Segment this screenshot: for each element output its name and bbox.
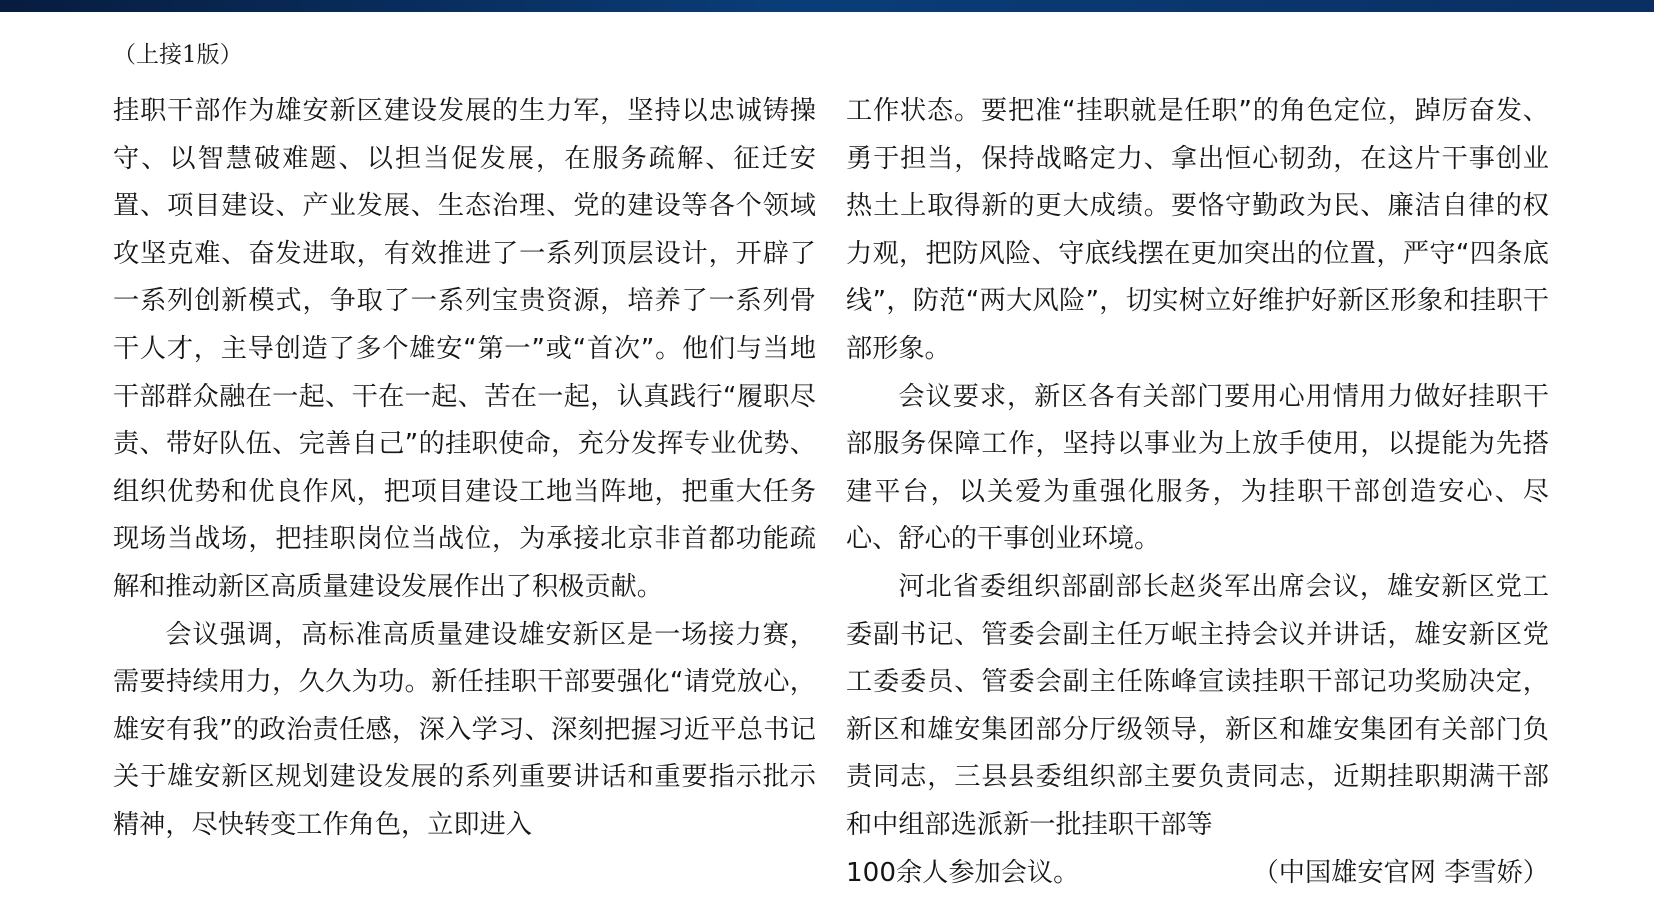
article-right-column: [846, 88, 1549, 904]
article-byline: （中国雄安官网 李雪娇）: [1252, 857, 1549, 888]
article-closing-text: 100余人参加会议。: [846, 857, 1080, 888]
article-paragraph-1: 挂职干部作为雄安新区建设发展的生力军，坚持以忠诚铸操守、以智慧破难题、以担当促发展，在服务疏解、征迁安置、项目建设、产业发展、生态治理、党的建设等各个领域攻坚克难、奋发进取，有效推进了一系列顶层设计，开辟了一系列创新模式，争取了一系列宝贵资源，培养了一系列骨干人才，主导创造了多个雄安“第一”或“首次”。他们与当地干部群众融在一起、干在一起、苦在一起，认真践行“履职尽责、带好队伍、完善自己”的挂职使命，充分发挥专业优势、组织优势和优良作风，把项目建设工地当阵地，把重大任务现场当战场，把挂职岗位当战位，为承接北京非首都功能疏解和推动新区高质量建设发展作出了积极贡献。: [113, 96, 816, 602]
article-closing-line: [846, 850, 1549, 898]
article-paragraph-4: 会议要求，新区各有关部门要用心用情用力做好挂职干部服务保障工作，坚持以事业为上放手使用，以提能为先搭建平台，以关爱为重强化服务，为挂职干部创造安心、尽心、舒心的干事创业环境。: [846, 381, 1549, 555]
article-paragraph-2: 会议强调，高标准高质量建设雄安新区是一场接力赛，需要持续用力，久久为功。新任挂职干部要强化“请党放心，雄安有我”的政治责任感，深入学习、深刻把握习近平总书记关于雄安新区规划建设发展的系列重要讲话和重要指示批示精神，尽快转变工作角色，立即进入: [113, 619, 816, 840]
article-left-column: [113, 88, 816, 904]
continued-from-label: （上接1版）: [113, 42, 243, 68]
article-paragraph-5: 河北省委组织部副部长赵炎军出席会议，雄安新区党工委副书记、管委会副主任万岷主持会议并讲话，雄安新区党工委委员、管委会副主任陈峰宣读挂职干部记功奖励决定，新区和雄安集团部分厅级领导，新区和雄安集团有关部门负责同志，三县县委组织部主要负责同志，近期挂职期满干部和中组部选派新一批挂职干部等: [846, 571, 1549, 840]
top-header-bar: [0, 0, 1654, 12]
article-paragraph-3: 工作状态。要把准“挂职就是任职”的角色定位，踔厉奋发、勇于担当，保持战略定力、拿出恒心韧劲，在这片干事创业热土上取得新的更大成绩。要恪守勤政为民、廉洁自律的权力观，把防风险、守底线摆在更加突出的位置，严守“四条底线”，防范“两大风险”，切实树立好维护好新区形象和挂职干部形象。: [846, 96, 1549, 364]
